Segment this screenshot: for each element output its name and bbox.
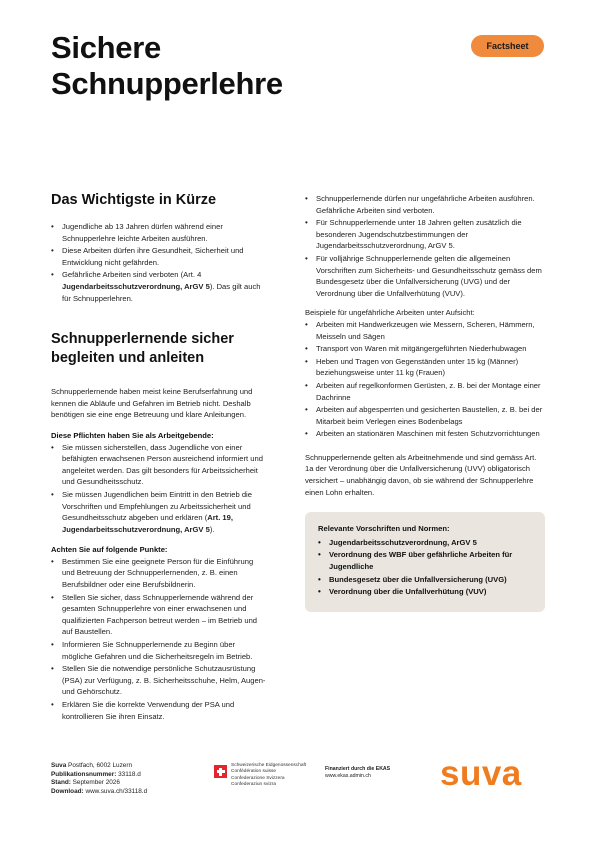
list-item: • Arbeiten auf regelkonformen Gerüsten, z. B. bei der Montage einer Dachrinne — [305, 380, 545, 403]
factsheet-badge: Factsheet — [471, 35, 544, 57]
list-item: • Für Schnupperlernende unter 18 Jahren gelten zusätzlich die besonderen Jugendschutzbestimmungen der Jugendarbeitsschutzverordnung, ArGV 5. — [305, 217, 545, 252]
heading-das-wichtigste: Das Wichtigste in Kürze — [51, 192, 217, 208]
list-item: • Jugendarbeitsschutzverordnung, ArGV 5 — [318, 537, 533, 549]
heading-line-2: begleiten und anleiten — [51, 350, 205, 367]
list-item: • Verordnung des WBF über gefährliche Arbeiten für Jugendliche — [318, 549, 533, 572]
suva-logo: suva — [440, 754, 522, 793]
list-item-law: Art. 19, Jugendarbeitsschutzverordnung, ArGV 5 — [62, 513, 233, 534]
list-item-text: Sie müssen Jugendlichen beim Eintritt in den Betrieb die Vorschriften und Empfehlungen zu Arbeitssicherheit und Gesundheitsschutz abgeben und erklären ( — [62, 489, 252, 523]
ekas-link[interactable]: www.ekas.admin.ch — [325, 773, 371, 779]
footer-stand: Stand: September 2026 — [51, 779, 120, 787]
footer-address: Suva Postfach, 6002 Luzern — [51, 762, 133, 769]
title-line-2: Schnupperlehre — [51, 66, 283, 101]
heading-line-1: Schnupperlernende sicher — [51, 331, 234, 348]
regulations-list — [318, 537, 533, 598]
list-item — [51, 489, 266, 535]
left-column — [51, 191, 266, 723]
footer-pubnr: Publikationsnummer: 33118.d — [51, 770, 141, 778]
pflichten-list — [51, 442, 266, 536]
rules-list — [305, 193, 545, 299]
achten-label: Achten Sie auf folgende Punkte: — [51, 545, 168, 555]
swiss-flag-icon — [214, 765, 227, 778]
confederation-label: Schweizerische Eidgenossenschaft Confédération suisse Confederazione Svizzera Confederaziun svizra — [231, 763, 307, 788]
list-item: • Arbeiten auf abgesperrten und gesicherten Baustellen, z. B. bei der Mitarbeit beim Verlegen eines Bodenbelags — [305, 404, 545, 427]
list-item-law: Jugendarbeitsschutzverordnung, ArGV 5 — [62, 281, 210, 291]
uvg-paragraph: Schnupperlernende gelten als Arbeitnehmende und sind gemäss Art. 1a der Verordnung über die Unfallversicherung (UVV) obligatorisch versichert – unabhängig davon, ob sie während der Schnupperlehre einen Lohn erhalten. — [305, 452, 537, 497]
list-item: • Transport von Waren mit mitgängergeführten Niederhubwagen — [305, 343, 545, 355]
list-item: • Schnupperlernende dürfen nur ungefährliche Arbeiten ausführen. Gefährliche Arbeiten sind verboten. — [305, 193, 545, 216]
page-title — [51, 30, 283, 102]
list-item — [51, 269, 266, 304]
list-item: • Arbeiten mit Handwerkzeugen wie Messern, Scheren, Hämmern, Meisseln und Sägen — [305, 319, 545, 342]
title-line-1: Sichere — [51, 30, 161, 65]
list-item: • Diese Arbeiten dürfen ihre Gesundheit, Sicherheit und Entwicklung nicht gefährden. — [51, 245, 266, 268]
list-item: • Heben und Tragen von Gegenständen unter 15 kg (Männer) beziehungsweise unter 11 kg (Frauen) — [305, 356, 545, 379]
list-item: • Für volljährige Schnupperlernende gelten die allgemeinen Vorschriften zum Sicherheits- und Gesundheitsschutz gemäss dem Bundesgesetz über die Unfallversicherung (UVG) und der Verordnung über die Unfallverhütung (VUV). — [305, 253, 545, 299]
footer-publication-info — [51, 762, 211, 796]
regulations-box — [305, 512, 545, 612]
list-item: • Bestimmen Sie eine geeignete Person für die Einführung und Betreuung der Schnupperlernenden, z. B. einen Berufsbildner oder eine Berufsbildnerin. — [51, 556, 266, 591]
list-item: • Informieren Sie Schnupperlernende zu Beginn über mögliche Gefahren und die Sicherheitsregeln im Betrieb. — [51, 639, 266, 662]
list-item: • Arbeiten an stationären Maschinen mit festen Schutzvorrichtungen — [305, 428, 545, 440]
kurz-list — [51, 221, 266, 304]
list-item-text: Gefährliche Arbeiten sind verboten (Art. 4 — [62, 270, 202, 280]
list-item: • Sie müssen sicherstellen, dass Jugendliche von einer befähigten erwachsenen Person ausreichend informiert und angeleitet werden. Das gilt besonders für Arbeitssicherheit und Gesundheitsschutz. — [51, 442, 266, 488]
list-item: • Jugendliche ab 13 Jahren dürfen während einer Schnupperlehre leichte Arbeiten ausführen. — [51, 221, 266, 244]
heading-begleiten — [51, 330, 266, 368]
ekas-funding: Finanziert durch die EKAS www.ekas.admin.ch — [325, 766, 405, 780]
beispiele-intro: Beispiele für ungefährliche Arbeiten unter Aufsicht: — [305, 308, 475, 318]
list-item: • Bundesgesetz über die Unfallversicherung (UVG) — [318, 574, 533, 586]
download-link[interactable]: www.suva.ch/33118.d — [83, 787, 148, 795]
pflichten-label: Diese Pflichten haben Sie als Arbeitgebende: — [51, 430, 214, 440]
intro-paragraph: Schnupperlernende haben meist keine Berufserfahrung und kennen die Abläufe und Gefahren im Betrieb nicht. Deshalb benötigen sie eine enge Betreuung und klare Anleitungen. — [51, 387, 253, 420]
list-item-text: ). — [209, 524, 215, 534]
list-item: • Stellen Sie die notwendige persönliche Schutzausrüstung (PSA) zur Verfügung, z. B. Sicherheitsschuhe, Helm, Augen- und Gehörschutz. — [51, 663, 266, 698]
list-item: • Stellen Sie sicher, dass Schnupperlernende während der gesamten Schnupperlehre von einer erwachsenen und qualifizierten Fachperson betreut werden – im Betrieb und auf Baustellen. — [51, 592, 266, 638]
right-column — [305, 193, 545, 612]
beispiele-list — [305, 319, 545, 440]
achten-list — [51, 556, 266, 722]
regulations-label: Relevante Vorschriften und Normen: — [318, 524, 450, 534]
footer-download: Download: www.suva.ch/33118.d — [51, 787, 148, 795]
list-item: • Erklären Sie die korrekte Verwendung der PSA und kontrollieren Sie ihren Einsatz. — [51, 699, 266, 722]
list-item-text: ). Das gilt auch für Schnupperlehren. — [62, 281, 261, 303]
list-item: • Verordnung über die Unfallverhütung (VUV) — [318, 586, 533, 598]
